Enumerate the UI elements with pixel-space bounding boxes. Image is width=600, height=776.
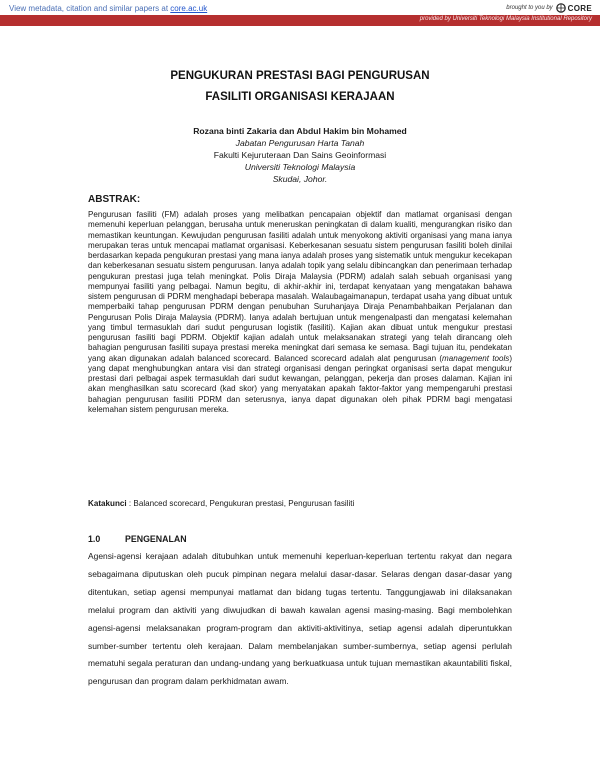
affiliation-location: Skudai, Johor. — [272, 174, 328, 184]
affiliation-department: Jabatan Pengurusan Harta Tanah — [235, 138, 365, 148]
abstract-body — [88, 210, 512, 415]
provided-by-bar — [0, 15, 600, 26]
abstract-text-2: ) yang dapat menghubungkan antara visi dan strategi organisasi dengan peringkat organisasi serta dapat mengukur prestasi dari pelbagai aspek termasuklah dari sudut kewangan, pelanggan, pekerja dan proses dalaman. Kajian ini akan menghasilkan satu scorecard (kad skor) yang menyatakan apakah faktor-faktor yang mempengaruhi prestasi bahagian pengurusan fasiliti PDRM dan seterusnya, ianya dapat digunakan oleh pihak PDRM bagi mengatasi kelemahan sistem pengurusan mereka. — [88, 353, 513, 414]
abstract-text-1: Pengurusan fasiliti (FM) adalah proses yang melibatkan pencapaian objektif dan matlamat organisasi dengan memenuhi keperluan pelanggan, berusaha untuk meneruskan peningkatan di dalam kualiti, mengurangkan risiko dan memastikan keuntungan. Kewujudan pengurusan fasiliti adalah untuk menyokong aktiviti organisasi yang mana ianya merupakan teras untuk mencapai matlamat organisasi. Keberkesanan sesuatu sistem pengurusan fasiliti boleh dinilai berdasarkan kepada pengukuran prestasi yang mana ianya adalah proses yang sistematik untuk mengukur kecekapan dan keberkesanan sesuatu sistem pengurusan. Ianya adalah topik yang selalu dibincangkan dan penerimaan terhadap pengukuran prestasi juga telah meningkat. Polis Diraja Malaysia (PDRM) adalah salah sebuah organisasi yang mempunyai fasiliti yang pelbagai. Namun begitu, di akhir-akhir ini, terdapat kenyataan yang mengatakan bahawa sistem pengurusan di PDRM menghadapi beberapa masalah. Walaubagaimanapun, terdapat usaha yang dibuat untuk memperbaiki tahap pengurusan PDRM dengan penubuhan Suruhanjaya Diraja Penambahbaikan Perjalanan dan Pengurusan Polis Diraja Malaysia (PDRM). Ianya adalah bertujuan untuk mengenalpasti dan mengatasi kelemahan yang timbul termasuklah dari sudut pengurusan logistik (fasiliti). Kajian akan dibuat untuk mengukur prestasi pengurusan fasiliti bagi PDRM. Objektif kajian adalah untuk melaksanakan strategi yang telah dirancang oleh bahagian pengurusan fasiliti supaya prestasi mereka meningkat dari semasa ke semasa. Bagi tujuan itu, pendekatan yang akan digunakan adalah balanced scorecard. Balanced scorecard adalah alat pengurusan ( — [88, 210, 512, 363]
brought-by-label: brought to you by — [506, 5, 553, 11]
section-title: PENGENALAN — [125, 534, 187, 544]
keywords — [88, 499, 354, 508]
view-metadata-label: View metadata, citation and similar papers at — [9, 4, 171, 13]
view-metadata-text — [9, 4, 207, 13]
core-link[interactable]: core.ac.uk — [170, 4, 208, 13]
abstract-heading: ABSTRAK: — [88, 194, 141, 205]
affiliation-university: Universiti Teknologi Malaysia — [244, 162, 356, 172]
core-logo-label: CORE — [567, 3, 592, 13]
paper-title-line-2: FASILITI ORGANISASI KERAJAAN — [205, 91, 395, 103]
provided-by-text[interactable]: provided by Universiti Teknologi Malaysia Institutional Repository — [419, 16, 592, 22]
abstract-italic-term: management tools — [442, 353, 510, 363]
core-logo-icon — [556, 3, 566, 13]
introduction-body: Agensi-agensi kerajaan adalah ditubuhkan untuk memenuhi keperluan-keperluan tertentu rakyat dan negara sebagaimana diputuskan oleh pucuk pimpinan negara melalui dasar-dasar. Selaras dengan dasar-dasar yang ditentukan, setiap agensi mempunyai matlamat dan bidang tugas tertentu. Tanggungjawab ini dilaksanakan melalui program dan aktiviti yang diwujudkan di bawah kawalan agensi masing-masing. Bagi membolehkan agensi-agensi melaksanakan program-program dan aktiviti-aktivitinya, setiap agensi adalah diperuntukkan sumber-sumber tertentu oleh kerajaan. Dalam membelanjakan sumber-sumbernya, setiap agensi perlulah mematuhi segala peraturan dan undang-undang yang berkuatkuasa untuk tujuan memastikan akauntabiliti fiskal, pengurusan dan program dalam perkhidmatan awam. — [88, 551, 512, 687]
paper-title-line-1: PENGUKURAN PRESTASI BAGI PENGURUSAN — [170, 70, 430, 82]
author-names: Rozana binti Zakaria dan Abdul Hakim bin Mohamed — [193, 126, 407, 136]
affiliation-faculty: Fakulti Kejuruteraan Dan Sains Geoinformasi — [213, 150, 387, 160]
section-number: 1.0 — [88, 534, 101, 544]
brought-to-you-by[interactable] — [506, 3, 592, 13]
core-logo[interactable] — [556, 3, 592, 13]
keywords-label: Katakunci — [88, 499, 127, 508]
keywords-list: : Balanced scorecard, Pengukuran prestasi, Pengurusan fasiliti — [126, 499, 355, 508]
